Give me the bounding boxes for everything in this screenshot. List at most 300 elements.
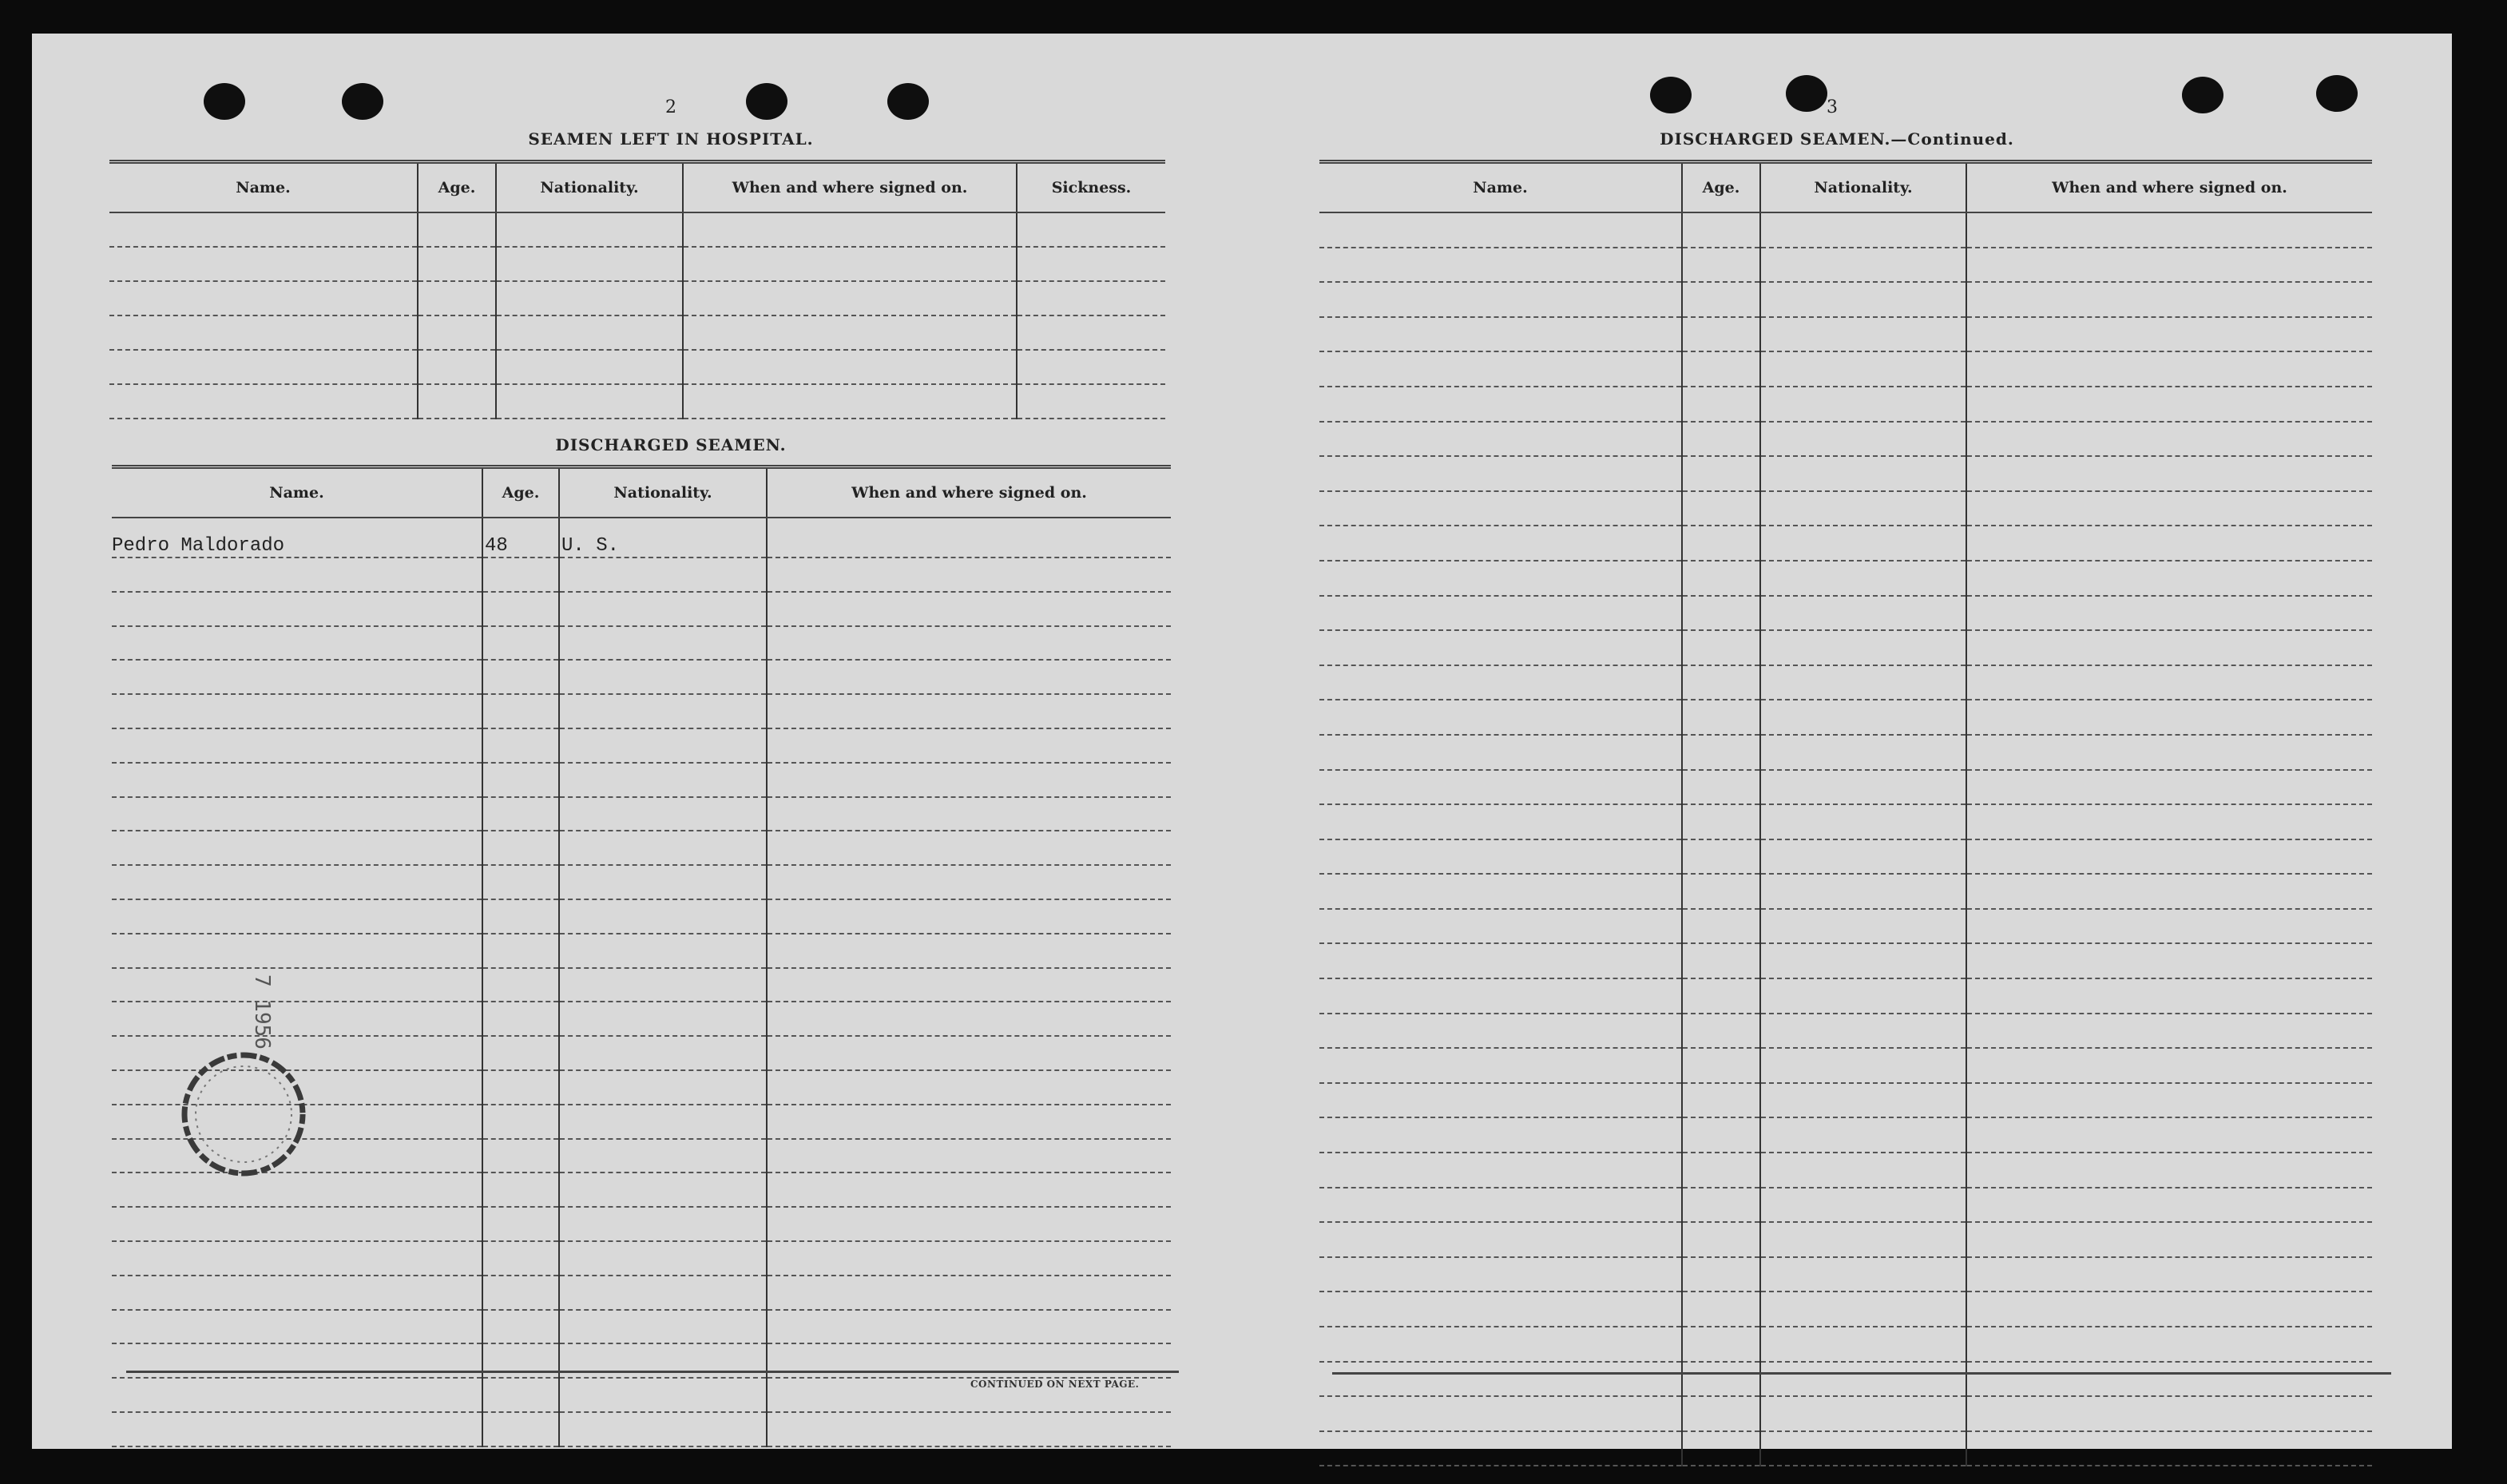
document-sheet bbox=[32, 34, 2452, 1449]
table-row bbox=[1319, 561, 2372, 596]
table-cell: 48 bbox=[482, 518, 559, 557]
table-cell bbox=[1319, 1014, 1682, 1049]
punch-hole bbox=[204, 83, 245, 120]
table-cell bbox=[1319, 1048, 1682, 1083]
table-cell bbox=[1966, 1083, 2372, 1118]
table-cell bbox=[112, 592, 482, 626]
table-cell bbox=[1966, 665, 2372, 700]
table-cell bbox=[1966, 735, 2372, 770]
table-cell bbox=[109, 247, 418, 281]
table-cell bbox=[1760, 874, 1966, 909]
table-cell bbox=[112, 694, 482, 728]
table-cell bbox=[1760, 212, 1966, 248]
punch-hole bbox=[887, 83, 929, 120]
table-cell bbox=[559, 1412, 767, 1446]
table-cell bbox=[559, 1002, 767, 1036]
table-cell bbox=[559, 763, 767, 797]
table-cell bbox=[1319, 978, 1682, 1014]
table-cell bbox=[1319, 596, 1682, 631]
hospital-section-title: SEAMEN LEFT IN HOSPITAL. bbox=[528, 129, 814, 149]
discharged-section-title: DISCHARGED SEAMEN. bbox=[555, 435, 787, 454]
table-cell bbox=[482, 1036, 559, 1070]
table-cell bbox=[1682, 943, 1760, 978]
table-cell bbox=[1760, 1188, 1966, 1223]
table-cell bbox=[1760, 1292, 1966, 1327]
table-cell bbox=[1760, 596, 1966, 631]
column-header: When and where signed on. bbox=[1966, 162, 2372, 213]
table-cell bbox=[767, 1002, 1171, 1036]
table-cell bbox=[1966, 909, 2372, 944]
table-cell bbox=[1966, 351, 2372, 387]
table-cell bbox=[1017, 212, 1165, 247]
table-cell bbox=[482, 763, 559, 797]
table-cell bbox=[1760, 1014, 1966, 1049]
table-cell bbox=[767, 899, 1171, 934]
table-cell bbox=[1966, 874, 2372, 909]
table-cell bbox=[559, 626, 767, 661]
table-row bbox=[112, 728, 1171, 763]
table-cell bbox=[112, 763, 482, 797]
table-cell bbox=[1319, 770, 1682, 805]
table-cell bbox=[1682, 1188, 1760, 1223]
table-cell bbox=[1966, 491, 2372, 526]
table-cell bbox=[1682, 561, 1760, 596]
table-row bbox=[112, 865, 1171, 899]
table-cell bbox=[1319, 943, 1682, 978]
table-cell bbox=[482, 797, 559, 831]
table-cell bbox=[418, 281, 496, 315]
table-row bbox=[112, 1241, 1171, 1276]
table-cell bbox=[1319, 1431, 1682, 1466]
table-cell bbox=[1017, 281, 1165, 315]
table-cell bbox=[1319, 1117, 1682, 1153]
table-cell bbox=[683, 212, 1017, 247]
punch-hole bbox=[1650, 77, 1692, 113]
table-row bbox=[1319, 282, 2372, 317]
table-row bbox=[1319, 1396, 2372, 1431]
table-cell bbox=[482, 899, 559, 934]
table-cell bbox=[1319, 526, 1682, 561]
table-cell bbox=[767, 728, 1171, 763]
table-cell bbox=[1319, 1153, 1682, 1188]
table-cell bbox=[1319, 1222, 1682, 1257]
table-cell bbox=[1966, 596, 2372, 631]
table-cell bbox=[1966, 456, 2372, 491]
table-cell bbox=[1319, 1396, 1682, 1431]
table-cell bbox=[1760, 526, 1966, 561]
table-cell bbox=[767, 557, 1171, 592]
table-cell bbox=[767, 660, 1171, 694]
table-cell bbox=[482, 557, 559, 592]
table-cell bbox=[109, 315, 418, 350]
table-cell bbox=[482, 934, 559, 968]
table-cell bbox=[1682, 387, 1760, 422]
table-cell bbox=[482, 728, 559, 763]
punch-hole bbox=[342, 83, 383, 120]
table-row bbox=[112, 1207, 1171, 1241]
table-cell bbox=[1966, 839, 2372, 875]
table-row bbox=[1319, 978, 2372, 1014]
table-cell bbox=[1966, 630, 2372, 665]
table-row bbox=[1319, 317, 2372, 352]
table-cell bbox=[112, 1241, 482, 1276]
table-row bbox=[112, 557, 1171, 592]
table-cell bbox=[559, 728, 767, 763]
table-cell bbox=[767, 1173, 1171, 1207]
table-cell bbox=[1319, 665, 1682, 700]
table-row bbox=[1319, 248, 2372, 283]
table-cell bbox=[559, 1036, 767, 1070]
table-cell bbox=[767, 1139, 1171, 1173]
table-cell bbox=[1319, 1188, 1682, 1223]
table-cell bbox=[559, 1173, 767, 1207]
table-cell bbox=[1682, 212, 1760, 248]
table-cell bbox=[1760, 978, 1966, 1014]
table-cell bbox=[1319, 909, 1682, 944]
table-cell bbox=[683, 384, 1017, 419]
table-cell bbox=[496, 384, 683, 419]
table-cell bbox=[767, 1241, 1171, 1276]
table-cell bbox=[496, 350, 683, 384]
table-cell bbox=[1682, 1362, 1760, 1397]
table-cell bbox=[559, 865, 767, 899]
table-cell bbox=[1017, 315, 1165, 350]
table-row bbox=[1319, 735, 2372, 770]
table-row bbox=[112, 1412, 1171, 1446]
table-row bbox=[1319, 700, 2372, 735]
table-cell bbox=[1682, 1153, 1760, 1188]
table-cell bbox=[1966, 282, 2372, 317]
column-header: Sickness. bbox=[1017, 162, 1165, 213]
table-cell bbox=[112, 831, 482, 865]
table-cell bbox=[1966, 1327, 2372, 1362]
table-cell bbox=[683, 315, 1017, 350]
table-row bbox=[1319, 1257, 2372, 1292]
table-row bbox=[1319, 456, 2372, 491]
table-cell bbox=[1760, 735, 1966, 770]
table-cell bbox=[1966, 526, 2372, 561]
table-cell bbox=[418, 212, 496, 247]
table-row bbox=[109, 212, 1165, 247]
punch-hole bbox=[2316, 75, 2358, 112]
table-cell bbox=[1760, 351, 1966, 387]
table-cell bbox=[1966, 978, 2372, 1014]
table-row bbox=[112, 1276, 1171, 1310]
table-cell bbox=[1760, 1257, 1966, 1292]
table-cell bbox=[1319, 1083, 1682, 1118]
table-cell bbox=[482, 626, 559, 661]
table-cell bbox=[1682, 909, 1760, 944]
table-cell bbox=[767, 1412, 1171, 1446]
table-cell bbox=[1319, 212, 1682, 248]
table-cell bbox=[1760, 1362, 1966, 1397]
table-cell bbox=[482, 660, 559, 694]
table-row bbox=[1319, 1188, 2372, 1223]
table-row bbox=[1319, 596, 2372, 631]
table-cell bbox=[112, 899, 482, 934]
table-row bbox=[1319, 351, 2372, 387]
table-cell bbox=[1760, 909, 1966, 944]
table-cell bbox=[559, 1276, 767, 1310]
table-cell bbox=[1319, 491, 1682, 526]
page-number-right: 3 bbox=[1827, 97, 1838, 117]
table-cell bbox=[767, 797, 1171, 831]
table-row bbox=[112, 626, 1171, 661]
table-row bbox=[112, 763, 1171, 797]
table-cell bbox=[1682, 1014, 1760, 1049]
table-cell bbox=[1966, 1048, 2372, 1083]
hospital-table bbox=[109, 160, 1165, 419]
table-row bbox=[1319, 1362, 2372, 1397]
table-cell bbox=[482, 1207, 559, 1241]
table-cell bbox=[1319, 248, 1682, 283]
table-cell bbox=[1319, 804, 1682, 839]
table-cell bbox=[1966, 1396, 2372, 1431]
bottom-rule-left bbox=[126, 1371, 1179, 1373]
table-cell bbox=[1966, 1188, 2372, 1223]
table-cell bbox=[482, 865, 559, 899]
table-cell bbox=[1319, 630, 1682, 665]
table-cell bbox=[482, 1105, 559, 1139]
table-row bbox=[112, 1310, 1171, 1344]
table-cell bbox=[1682, 526, 1760, 561]
table-cell bbox=[482, 968, 559, 1002]
table-cell bbox=[1760, 1396, 1966, 1431]
table-cell bbox=[112, 865, 482, 899]
table-cell bbox=[418, 315, 496, 350]
table-row bbox=[1319, 1014, 2372, 1049]
table-cell bbox=[1966, 1014, 2372, 1049]
table-row bbox=[1319, 909, 2372, 944]
table-row bbox=[112, 660, 1171, 694]
table-cell bbox=[683, 281, 1017, 315]
table-cell bbox=[767, 865, 1171, 899]
table-cell bbox=[1319, 1362, 1682, 1397]
discharged-table bbox=[112, 465, 1171, 1447]
table-cell bbox=[1319, 561, 1682, 596]
table-cell bbox=[767, 1070, 1171, 1105]
table-cell bbox=[1760, 839, 1966, 875]
table-cell bbox=[1966, 1292, 2372, 1327]
table-row bbox=[1319, 1292, 2372, 1327]
table-cell bbox=[1319, 456, 1682, 491]
table-cell bbox=[1682, 1048, 1760, 1083]
table-cell bbox=[1682, 1257, 1760, 1292]
table-cell bbox=[482, 1139, 559, 1173]
table-cell bbox=[496, 281, 683, 315]
table-cell bbox=[1760, 1048, 1966, 1083]
table-row bbox=[1319, 212, 2372, 248]
table-cell bbox=[767, 1276, 1171, 1310]
discharged-header-row bbox=[112, 467, 1171, 518]
table-cell bbox=[1760, 1222, 1966, 1257]
table-cell bbox=[1319, 735, 1682, 770]
table-cell bbox=[1319, 700, 1682, 735]
table-cell bbox=[767, 1207, 1171, 1241]
table-cell bbox=[1966, 1431, 2372, 1466]
table-cell bbox=[1682, 1396, 1760, 1431]
table-cell bbox=[1966, 1222, 2372, 1257]
table-cell bbox=[767, 763, 1171, 797]
table-cell: Pedro Maldorado bbox=[112, 518, 482, 557]
table-cell bbox=[559, 557, 767, 592]
table-cell bbox=[1760, 1327, 1966, 1362]
table-cell bbox=[109, 281, 418, 315]
table-cell bbox=[1319, 387, 1682, 422]
table-cell bbox=[112, 1310, 482, 1344]
table-cell bbox=[1760, 1117, 1966, 1153]
table-row bbox=[112, 592, 1171, 626]
page-number-left: 2 bbox=[665, 97, 676, 117]
table-cell bbox=[1682, 422, 1760, 457]
table-cell bbox=[767, 934, 1171, 968]
table-cell bbox=[1682, 630, 1760, 665]
table-cell bbox=[1966, 804, 2372, 839]
table-cell bbox=[496, 247, 683, 281]
table-cell bbox=[1760, 317, 1966, 352]
table-cell bbox=[1966, 1257, 2372, 1292]
punch-hole bbox=[2182, 77, 2223, 113]
table-cell bbox=[1682, 1292, 1760, 1327]
table-cell bbox=[109, 384, 418, 419]
table-row bbox=[1319, 665, 2372, 700]
table-cell bbox=[1682, 491, 1760, 526]
table-cell bbox=[112, 660, 482, 694]
table-cell bbox=[1760, 456, 1966, 491]
table-cell bbox=[559, 1139, 767, 1173]
table-cell bbox=[767, 968, 1171, 1002]
table-cell bbox=[112, 797, 482, 831]
table-cell bbox=[1760, 943, 1966, 978]
table-cell bbox=[1760, 630, 1966, 665]
column-header: Age. bbox=[1682, 162, 1760, 213]
column-header: Age. bbox=[418, 162, 496, 213]
table-cell bbox=[1760, 665, 1966, 700]
table-cell bbox=[1760, 770, 1966, 805]
table-cell bbox=[559, 797, 767, 831]
table-cell bbox=[1760, 804, 1966, 839]
table-cell bbox=[1682, 596, 1760, 631]
bottom-rule-right bbox=[1332, 1372, 2391, 1375]
table-cell bbox=[1760, 282, 1966, 317]
table-cell bbox=[1966, 1153, 2372, 1188]
table-cell bbox=[559, 968, 767, 1002]
table-cell bbox=[112, 626, 482, 661]
table-row bbox=[1319, 1117, 2372, 1153]
table-cell bbox=[482, 1002, 559, 1036]
table-row bbox=[1319, 1083, 2372, 1118]
table-row bbox=[1319, 1153, 2372, 1188]
table-cell bbox=[112, 728, 482, 763]
table-cell bbox=[112, 1412, 482, 1446]
table-cell bbox=[1760, 700, 1966, 735]
table-cell bbox=[1760, 491, 1966, 526]
table-cell bbox=[1966, 387, 2372, 422]
hospital-header-row bbox=[109, 162, 1165, 213]
column-header: Nationality. bbox=[1760, 162, 1966, 213]
table-cell bbox=[112, 1207, 482, 1241]
column-header: Nationality. bbox=[496, 162, 683, 213]
table-cell bbox=[1966, 700, 2372, 735]
table-cell bbox=[767, 1036, 1171, 1070]
table-row bbox=[112, 831, 1171, 865]
table-cell bbox=[559, 899, 767, 934]
table-row bbox=[109, 315, 1165, 350]
column-header: Name. bbox=[109, 162, 418, 213]
table-cell bbox=[1017, 384, 1165, 419]
table-cell bbox=[767, 518, 1171, 557]
column-header: Name. bbox=[112, 467, 482, 518]
table-row bbox=[112, 518, 1171, 557]
column-header: When and where signed on. bbox=[683, 162, 1017, 213]
table-cell bbox=[559, 694, 767, 728]
table-row bbox=[109, 281, 1165, 315]
table-cell bbox=[1966, 248, 2372, 283]
table-row bbox=[109, 247, 1165, 281]
table-row bbox=[112, 797, 1171, 831]
table-cell bbox=[1682, 282, 1760, 317]
column-header: Age. bbox=[482, 467, 559, 518]
table-cell bbox=[1966, 1362, 2372, 1397]
table-cell bbox=[482, 592, 559, 626]
table-cell bbox=[109, 212, 418, 247]
table-cell bbox=[1682, 804, 1760, 839]
punch-hole bbox=[746, 83, 787, 120]
table-cell bbox=[1682, 665, 1760, 700]
table-cell bbox=[1319, 351, 1682, 387]
table-cell bbox=[1682, 1117, 1760, 1153]
column-header: When and where signed on. bbox=[767, 467, 1171, 518]
table-cell bbox=[1682, 317, 1760, 352]
table-cell bbox=[1319, 1257, 1682, 1292]
table-cell bbox=[1682, 1222, 1760, 1257]
table-cell bbox=[418, 384, 496, 419]
table-row bbox=[112, 899, 1171, 934]
table-cell bbox=[1319, 1292, 1682, 1327]
table-row bbox=[1319, 804, 2372, 839]
table-cell bbox=[559, 831, 767, 865]
table-cell bbox=[683, 247, 1017, 281]
table-cell bbox=[1682, 1431, 1760, 1466]
column-header: Name. bbox=[1319, 162, 1682, 213]
discharged-continued-title: DISCHARGED SEAMEN.—Continued. bbox=[1660, 129, 2014, 149]
table-row bbox=[1319, 630, 2372, 665]
circular-stamp bbox=[152, 958, 335, 1198]
table-row bbox=[1319, 943, 2372, 978]
table-cell bbox=[418, 350, 496, 384]
table-cell bbox=[559, 1241, 767, 1276]
table-cell bbox=[418, 247, 496, 281]
table-cell bbox=[1682, 700, 1760, 735]
discharged-continued-table bbox=[1319, 160, 2372, 1466]
table-cell bbox=[767, 1310, 1171, 1344]
table-row bbox=[1319, 839, 2372, 875]
table-cell bbox=[767, 592, 1171, 626]
table-cell bbox=[1760, 1083, 1966, 1118]
table-cell bbox=[482, 1241, 559, 1276]
table-cell bbox=[482, 694, 559, 728]
table-cell bbox=[1017, 350, 1165, 384]
table-cell bbox=[1682, 874, 1760, 909]
discharged-continued-header-row bbox=[1319, 162, 2372, 213]
table-cell bbox=[1319, 317, 1682, 352]
table-cell bbox=[482, 1070, 559, 1105]
table-cell bbox=[482, 831, 559, 865]
table-cell bbox=[1682, 839, 1760, 875]
table-cell bbox=[482, 1412, 559, 1446]
table-row bbox=[1319, 1431, 2372, 1466]
table-cell bbox=[767, 694, 1171, 728]
